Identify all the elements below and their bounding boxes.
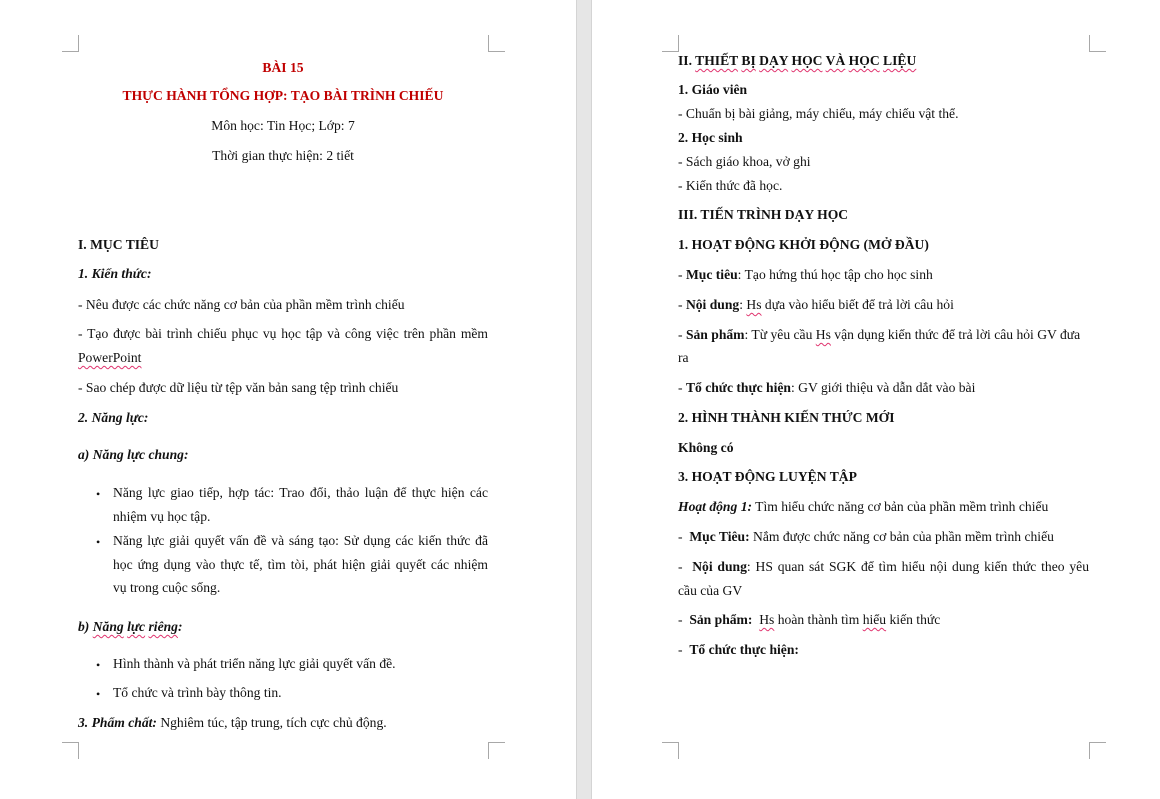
spellcheck-word: Năng xyxy=(92,619,124,634)
ability-heading: 2. Năng lực: xyxy=(78,410,149,425)
task-1-product: - Sản phẩm: Hs hoàn thành tìm hiểu kiến thức xyxy=(678,612,941,627)
task-1-content: - Nội dung: HS quan sát SGK để tìm hiểu nội dung kiến thức theo yêu xyxy=(678,559,1089,574)
label: Nội dung xyxy=(685,297,740,312)
label: Mục Tiêu: xyxy=(689,529,750,544)
spellcheck-word: BỊ xyxy=(741,53,756,68)
general-ability-2-end: vụ trong cuộc sống. xyxy=(113,580,221,595)
activity-2-none: Không có xyxy=(678,440,734,455)
margin-corner-mark xyxy=(62,742,79,759)
spellcheck-word: riêng xyxy=(148,619,178,634)
spellcheck-word: HỌC xyxy=(791,53,823,68)
label: Tổ chức thực hiện xyxy=(685,380,791,395)
student-item-1: - Sách giáo khoa, vở ghi xyxy=(678,154,811,169)
subject-line: Môn học: Tin Học; Lớp: 7 xyxy=(211,118,355,133)
heading-prefix: b) xyxy=(78,619,93,634)
section-equipment xyxy=(678,52,916,70)
quality-line xyxy=(78,714,387,732)
spellcheck-word: hiểu xyxy=(862,612,887,627)
spellcheck-word: THIẾT xyxy=(695,53,738,68)
spellcheck-word: Hs xyxy=(746,297,762,312)
margin-corner-mark xyxy=(1089,742,1106,759)
section-process: III. TIẾN TRÌNH DẠY HỌC xyxy=(678,207,849,222)
heading-suffix: : xyxy=(177,619,183,634)
specific-ability-heading xyxy=(78,618,183,636)
activity-2-heading: 2. HÌNH THÀNH KIẾN THỨC MỚI xyxy=(678,410,895,425)
bullet-icon: • xyxy=(96,658,101,672)
text: : Tạo hứng thú học tập cho học sinh xyxy=(737,267,933,282)
quality-text: Nghiêm túc, tập trung, tích cực chủ động. xyxy=(156,715,387,730)
spellcheck-word: LIỆU xyxy=(883,53,917,68)
document-page-1 xyxy=(0,0,576,799)
general-ability-2: Năng lực giải quyết vấn đề và sáng tạo: Sử dụng các kiến thức đã xyxy=(113,533,488,548)
task-1-line xyxy=(678,498,1048,516)
activity-1-product: - Sản phẩm: Từ yêu cầu Hs vận dụng kiến thức để trả lời câu hỏi GV đưa xyxy=(678,327,1081,342)
text: kiến thức xyxy=(886,612,941,627)
bullet-icon: • xyxy=(96,487,101,501)
specific-ability-2: Tổ chức và trình bày thông tin. xyxy=(113,685,282,700)
lesson-title: THỰC HÀNH TỔNG HỢP: TẠO BÀI TRÌNH CHIẾU xyxy=(122,88,444,103)
label: Tổ chức thực hiện: xyxy=(689,642,799,657)
teacher-item: - Chuẩn bị bài giảng, máy chiếu, máy chiếu vật thể. xyxy=(678,106,959,121)
activity-1-heading: 1. HOẠT ĐỘNG KHỞI ĐỘNG (MỞ ĐẦU) xyxy=(678,237,929,252)
duration-line: Thời gian thực hiện: 2 tiết xyxy=(212,148,354,163)
task-1-goal: - Mục Tiêu: Nắm được chức năng cơ bản của phần mềm trình chiếu xyxy=(678,529,1054,544)
general-ability-1: Năng lực giao tiếp, hợp tác: Trao đổi, thảo luận để thực hiện các xyxy=(113,485,488,500)
bullet-icon: • xyxy=(96,535,101,549)
spellcheck-word: Hs xyxy=(815,327,831,342)
spellcheck-word: HỌC xyxy=(848,53,880,68)
label: Hoạt động 1: xyxy=(678,499,753,514)
label: Mục tiêu xyxy=(685,267,738,282)
activity-1-product-cont: ra xyxy=(678,350,689,365)
label: Sản phẩm xyxy=(685,327,745,342)
quality-heading: 3. Phẩm chất: xyxy=(78,715,157,730)
activity-1-goal: - Mục tiêu: Tạo hứng thú học tập cho học sinh xyxy=(678,267,933,282)
text: : Từ yêu cầu xyxy=(744,327,816,342)
student-item-2: - Kiến thức đã học. xyxy=(678,178,783,193)
margin-corner-mark xyxy=(662,742,679,759)
task-1-content-cont: cầu của GV xyxy=(678,583,743,598)
lesson-number: BÀI 15 xyxy=(262,60,304,75)
student-heading: 2. Học sinh xyxy=(678,130,743,145)
document-page-2 xyxy=(592,0,1160,799)
section-objectives: I. MỤC TIÊU xyxy=(78,237,159,252)
activity-3-heading: 3. HOẠT ĐỘNG LUYỆN TẬP xyxy=(678,469,857,484)
margin-corner-mark xyxy=(488,35,505,52)
general-ability-2-cont: học ứng dụng vào thực tế, tìm tòi, phát hiện giải quyết các nhiệm xyxy=(113,557,488,572)
general-ability-heading: a) Năng lực chung: xyxy=(78,447,189,462)
label: Nội dung xyxy=(692,559,747,574)
knowledge-heading: 1. Kiến thức: xyxy=(78,266,152,281)
bullet-icon: • xyxy=(96,687,101,701)
margin-corner-mark xyxy=(662,35,679,52)
task-1-organization: - Tổ chức thực hiện: xyxy=(678,642,799,657)
spellcheck-word: VÀ xyxy=(825,53,846,68)
knowledge-item-2-cont xyxy=(78,349,141,367)
margin-corner-mark xyxy=(488,742,505,759)
margin-corner-mark xyxy=(62,35,79,52)
margin-corner-mark xyxy=(1089,35,1106,52)
text: vận dụng kiến thức để trả lời câu hỏi GV đưa xyxy=(830,327,1081,342)
activity-1-organization: - Tổ chức thực hiện: GV giới thiệu và dẫn dắt vào bài xyxy=(678,380,976,395)
spellcheck-word: PowerPoint xyxy=(78,350,142,365)
spellcheck-word: DẠY xyxy=(759,53,789,68)
label: Sản phẩm: xyxy=(689,612,753,627)
text: Nắm được chức năng cơ bản của phần mềm trình chiếu xyxy=(749,529,1054,544)
knowledge-item-1: - Nêu được các chức năng cơ bản của phần mềm trình chiếu xyxy=(78,297,405,312)
heading-prefix: II. xyxy=(678,53,696,68)
text: dựa vào hiểu biết để trả lời câu hỏi xyxy=(761,297,954,312)
text: Tìm hiểu chức năng cơ bản của phần mềm trình chiếu xyxy=(752,499,1049,514)
spellcheck-word: lực xyxy=(127,619,146,634)
knowledge-item-2: - Tạo được bài trình chiếu phục vụ học tập và công việc trên phần mềm xyxy=(78,326,488,341)
teacher-heading: 1. Giáo viên xyxy=(678,82,748,97)
text: hoàn thành tìm xyxy=(774,612,863,627)
activity-1-content: - Nội dung: Hs dựa vào hiểu biết để trả lời câu hỏi xyxy=(678,297,954,312)
specific-ability-1: Hình thành và phát triển năng lực giải quyết vấn đề. xyxy=(113,656,396,671)
general-ability-1-cont: nhiệm vụ học tập. xyxy=(113,509,211,524)
text: : GV giới thiệu và dẫn dắt vào bài xyxy=(791,380,976,395)
knowledge-item-3: - Sao chép được dữ liệu từ tệp văn bản sang tệp trình chiếu xyxy=(78,380,399,395)
spellcheck-word: Hs xyxy=(759,612,775,627)
text: : HS quan sát SGK để tìm hiểu nội dung kiến thức theo yêu xyxy=(746,559,1089,574)
